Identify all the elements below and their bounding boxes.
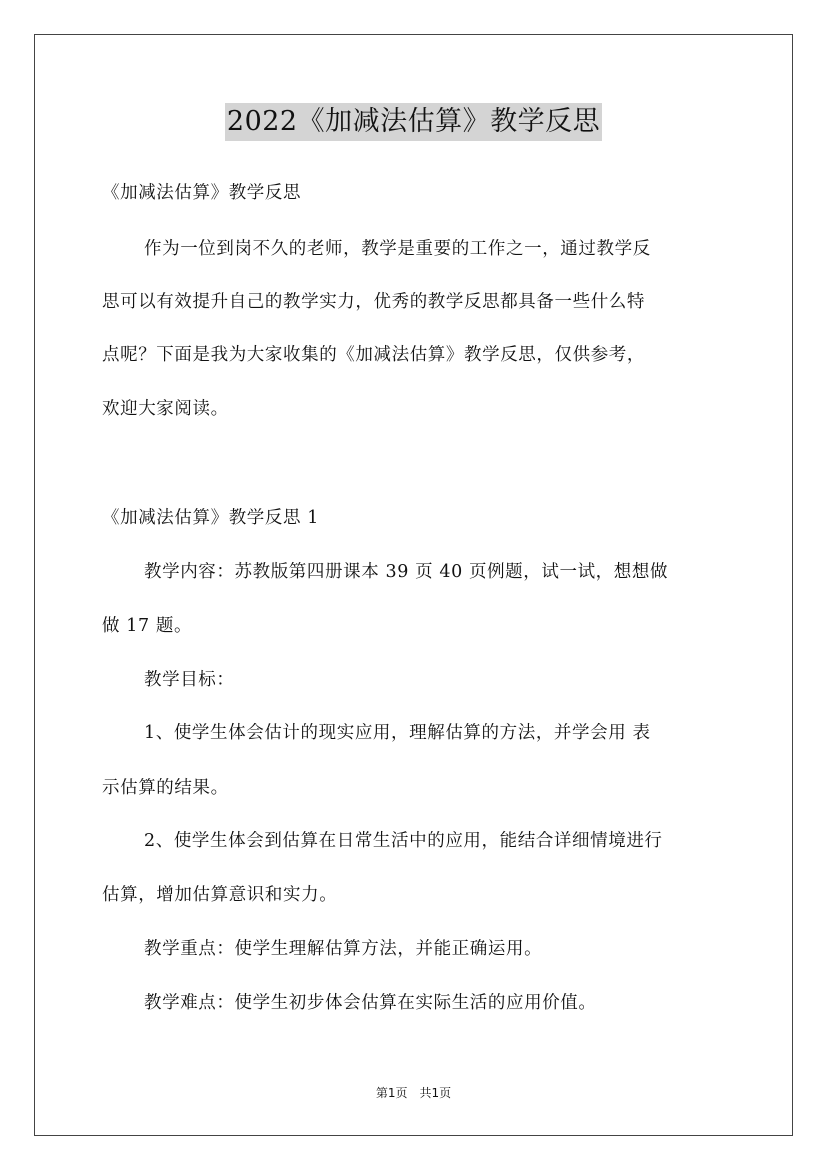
- title-container: [0, 103, 827, 141]
- paragraph-line: 教学难点：使学生初步体会估算在实际生活的应用价值。: [144, 993, 597, 1013]
- subtitle-line: 《加减法估算》教学反思: [102, 183, 302, 203]
- paragraph-line: 思可以有效提升自己的教学实力，优秀的教学反思都具备一些什么特: [102, 292, 645, 312]
- page-footer: 第1页 共1页: [375, 1086, 452, 1100]
- section-heading: 《加减法估算》教学反思 1: [102, 508, 319, 528]
- paragraph-line: 示估算的结果。: [102, 778, 229, 798]
- paragraph-line: 2、使学生体会到估算在日常生活中的应用，能结合详细情境进行: [144, 831, 663, 851]
- paragraph-line: 点呢？下面是我为大家收集的《加减法估算》教学反思，仅供参考，: [102, 345, 645, 365]
- paragraph-line: 作为一位到岗不久的老师，教学是重要的工作之一，通过教学反: [144, 239, 651, 259]
- paragraph-line: 做 17 题。: [102, 616, 193, 636]
- paragraph-line: 欢迎大家阅读。: [102, 399, 229, 419]
- document-title: 2022《加减法估算》教学反思: [225, 103, 602, 141]
- paragraph-line: 估算，增加估算意识和实力。: [102, 885, 338, 905]
- paragraph-line: 教学目标：: [144, 670, 235, 690]
- paragraph-line: 教学重点：使学生理解估算方法，并能正确运用。: [144, 939, 543, 959]
- paragraph-line: 1、使学生体会估计的现实应用，理解估算的方法，并学会用 表: [144, 723, 651, 743]
- paragraph-line: 教学内容：苏教版第四册课本 39 页 40 页例题，试一试，想想做: [144, 562, 669, 582]
